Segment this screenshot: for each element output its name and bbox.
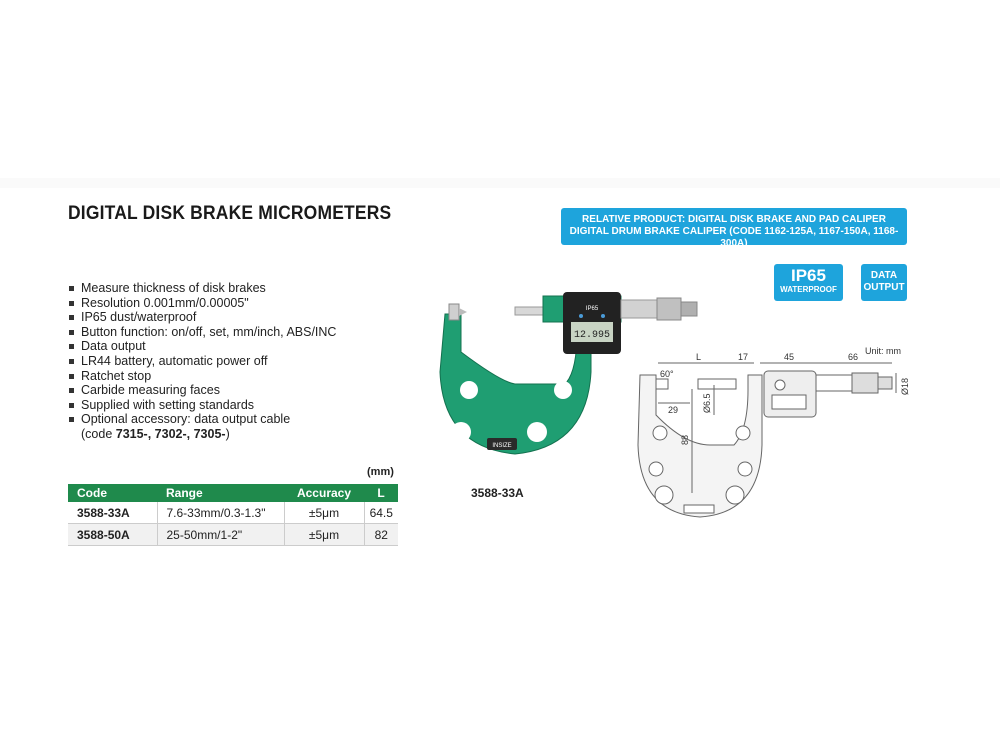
ip65-label: IP65 — [791, 266, 826, 285]
cell-code: 3588-50A — [68, 524, 157, 546]
drawing-sleeve — [816, 375, 852, 391]
table-unit: (mm) — [367, 466, 394, 478]
frame-hole — [460, 381, 478, 399]
anvil — [449, 304, 459, 320]
dim-45: 45 — [784, 352, 795, 362]
bullet-icon — [69, 417, 74, 422]
dim-29: 29 — [668, 405, 679, 415]
feature-item: Data output — [68, 339, 336, 354]
bullet-icon — [69, 374, 74, 379]
dim-angle: 60° — [660, 369, 674, 379]
sleeve — [621, 300, 657, 318]
ratchet — [681, 302, 697, 316]
cell-range: 7.6-33mm/0.3-1.3" — [157, 502, 284, 524]
ip65-badge — [774, 264, 843, 301]
drawing-hole — [738, 462, 752, 476]
table-row — [68, 502, 398, 524]
drawing-plate — [684, 505, 714, 513]
drawing-head — [764, 371, 816, 417]
drawing-hole — [649, 462, 663, 476]
spindle — [515, 307, 545, 315]
display-button — [601, 314, 605, 318]
display-button — [579, 314, 583, 318]
display-reading: 12.995 — [573, 330, 611, 341]
dim-6-5: Ø6.5 — [702, 393, 712, 413]
drawing-unit: Unit: mm — [865, 346, 901, 356]
drawing-spindle — [698, 379, 736, 389]
table-header-row — [68, 484, 398, 502]
drawing-hole — [736, 426, 750, 440]
feature-item: Ratchet stop — [68, 369, 336, 384]
display-ip-label: IP65 — [585, 306, 599, 312]
dim-88: 88 — [680, 434, 690, 445]
cell-accuracy: ±5μm — [284, 524, 364, 546]
related-line-2: DIGITAL DRUM BRAKE CALIPER (CODE 1162-125A, 1167-150A, 1168-300A) — [569, 226, 899, 249]
feature-item: Measure thickness of disk brakes — [68, 281, 336, 296]
background-band — [0, 178, 1000, 188]
bullet-icon — [69, 286, 74, 291]
drawing-hole — [655, 486, 673, 504]
feature-item: Resolution 0.001mm/0.00005" — [68, 296, 336, 311]
page-title: DIGITAL DISK BRAKE MICROMETERS — [68, 203, 392, 224]
cell-l: 64.5 — [364, 502, 398, 524]
cell-l: 82 — [364, 524, 398, 546]
feature-item: Optional accessory: data output cable — [68, 412, 336, 427]
feature-list — [68, 281, 336, 442]
drawing-anvil — [656, 379, 668, 389]
cell-range: 25-50mm/1-2" — [157, 524, 284, 546]
cell-code: 3588-33A — [68, 502, 157, 524]
bullet-icon — [69, 315, 74, 320]
accessory-codes: 7315-, 7302-, 7305- — [115, 426, 226, 441]
waterproof-label: WATERPROOF — [780, 285, 837, 294]
header-code: Code — [68, 484, 157, 502]
bullet-icon — [69, 330, 74, 335]
feature-item: Supplied with setting standards — [68, 398, 336, 413]
frame-hole — [554, 381, 572, 399]
feature-item: Carbide measuring faces — [68, 383, 336, 398]
accessory-code-line: (code 7315-, 7302-, 7305-) — [81, 426, 230, 441]
header-accuracy: Accuracy — [284, 484, 364, 502]
spec-table — [68, 484, 398, 546]
drawing-hole — [726, 486, 744, 504]
dim-l: L — [696, 352, 702, 362]
table-row — [68, 524, 398, 546]
dim-66: 66 — [848, 352, 859, 362]
cell-accuracy: ±5μm — [284, 502, 364, 524]
anvil-tip — [459, 308, 467, 316]
bullet-icon — [69, 301, 74, 306]
feature-item: Button function: on/off, set, mm/inch, ABS/INC — [68, 325, 336, 340]
bullet-icon — [69, 403, 74, 408]
data-output-badge — [861, 264, 907, 301]
header-range: Range — [157, 484, 284, 502]
feature-item: IP65 dust/waterproof — [68, 310, 336, 325]
photo-model-label: 3588-33A — [471, 486, 524, 500]
drawing-screen — [772, 395, 806, 409]
related-product-banner[interactable] — [561, 208, 907, 249]
thimble — [657, 298, 681, 320]
frame-hole — [464, 333, 482, 351]
dim-18: Ø18 — [900, 377, 910, 395]
bullet-icon — [69, 359, 74, 364]
bullet-icon — [69, 344, 74, 349]
bullet-icon — [69, 388, 74, 393]
data-output-line-2: OUTPUT — [863, 282, 905, 293]
data-output-line-1: DATA — [870, 270, 898, 281]
frame-hole — [527, 422, 547, 442]
brand-text: INSIZE — [492, 443, 512, 449]
drawing-thimble — [852, 373, 878, 393]
drawing-hole — [653, 426, 667, 440]
frame-hole — [451, 422, 471, 442]
technical-drawing — [630, 345, 915, 525]
header-l: L — [364, 484, 398, 502]
drawing-ratchet — [878, 377, 892, 389]
drawing-button — [775, 380, 785, 390]
feature-item: LR44 battery, automatic power off — [68, 354, 336, 369]
related-line-1: RELATIVE PRODUCT: DIGITAL DISK BRAKE AND PAD CALIPER — [582, 214, 886, 225]
dim-17: 17 — [738, 352, 749, 362]
